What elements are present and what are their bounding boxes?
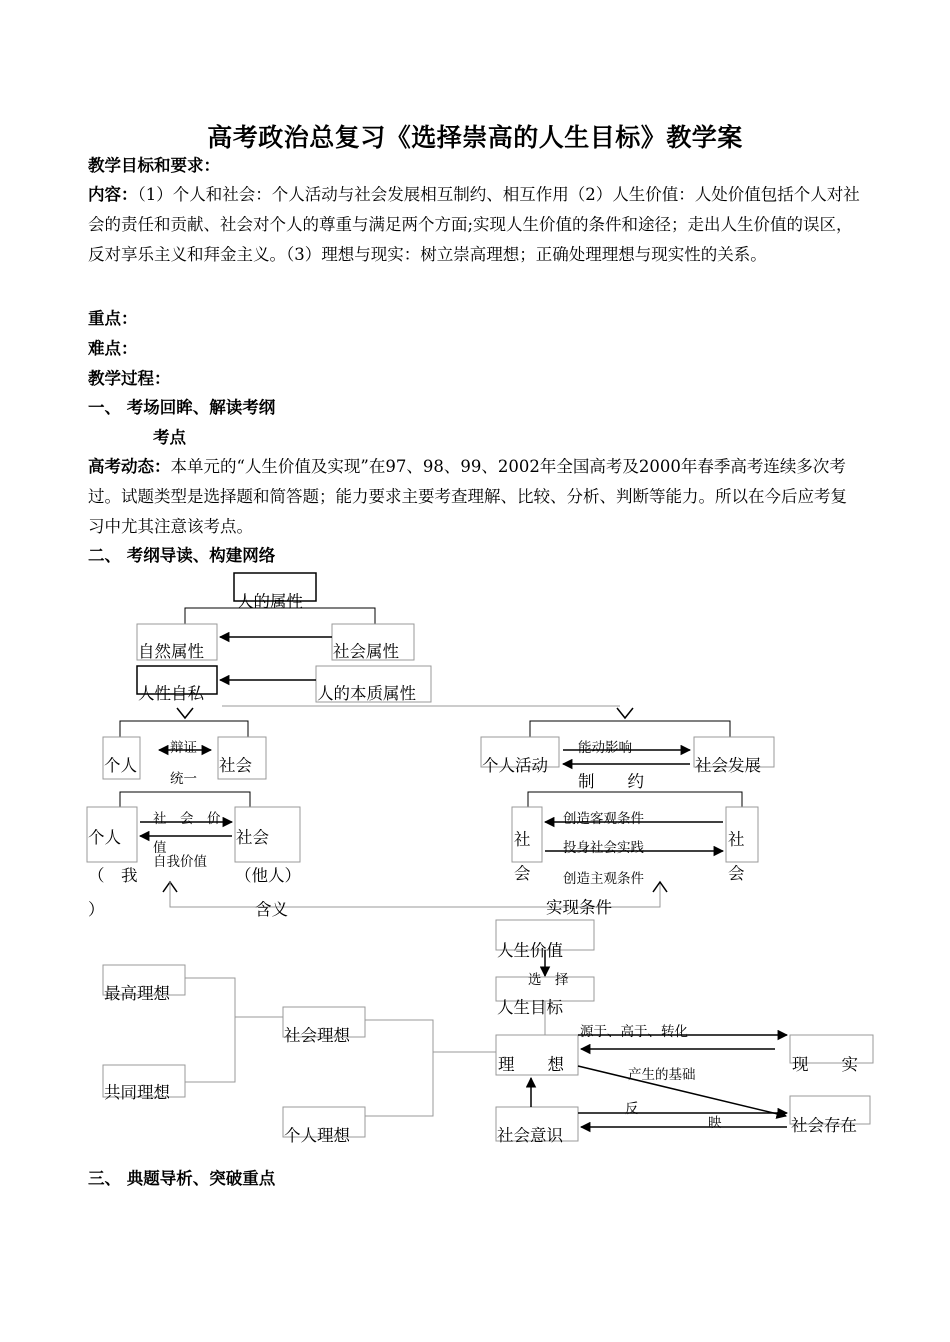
label-shehui-fazhan: 社会发展 <box>695 756 761 775</box>
label-rensheng-jiazhi: 人生价值 <box>497 941 563 960</box>
label-nengdong-yingxiang: 能动影响 <box>578 740 632 756</box>
label-wo-close: ） <box>88 900 105 919</box>
label-geren-huodong: 个人活动 <box>482 756 548 775</box>
label-geren-wo: 个人 <box>88 828 121 847</box>
label-she-right: 社 <box>728 830 745 849</box>
label-fan: 反 <box>625 1101 639 1117</box>
content-label: 内容： <box>88 185 138 204</box>
label-yuanyu: 源于、高于、转化 <box>580 1024 688 1040</box>
label-hanyi: 含义 <box>255 900 288 919</box>
label-chuangzao-zhuguan: 创造主观条件 <box>563 871 644 887</box>
section-2-heading: 二、 考纲导读、构建网络 <box>88 546 276 565</box>
label-shixian-tiaojian: 实现条件 <box>546 898 612 917</box>
label-xuanze: 选 择 <box>528 972 569 988</box>
key-points-label: 重点： <box>88 309 138 328</box>
label-shehui-cunzai: 社会存在 <box>791 1116 857 1135</box>
label-lixiang: 理 想 <box>498 1055 564 1074</box>
label-ziwo-jiazhi: 自我价值 <box>153 854 207 870</box>
content-text: （1）个人和社会：个人活动与社会发展相互制约、相互作用（2）人生价值：人处价值包括个人对社会的责任和贡献、社会对个人的尊重与满足两个方面;实现人生价值的条件和途径；走出人生价值的误区，反对享乐主义和拜金主义。（3）理想与现实：树立崇高理想；正确处理理想与现实性的关系。 <box>88 185 860 264</box>
label-shehui-1: 社会 <box>219 756 252 775</box>
bracket-right-1 <box>530 721 730 737</box>
bracket-shehui-geren <box>365 1020 433 1116</box>
label-taren: （他人） <box>235 866 301 885</box>
section-1-heading: 一、 考场回眸、解读考纲 <box>88 398 276 417</box>
dynamics-label: 高考动态： <box>88 457 171 476</box>
section-3-heading: 三、 典题导析、突破重点 <box>88 1169 276 1188</box>
chevron-right <box>617 708 633 718</box>
label-chuangzao-keguan: 创造客观条件 <box>563 811 644 827</box>
label-shehui-lixiang: 社会理想 <box>284 1026 350 1045</box>
goals-heading: 教学目标和要求： <box>88 156 220 175</box>
label-wo-paren: （ 我 <box>88 866 138 885</box>
kaodian-label: 考点 <box>153 428 186 447</box>
label-gongtong-lixiang: 共同理想 <box>104 1083 170 1102</box>
label-geren-1: 个人 <box>104 756 137 775</box>
process-label: 教学过程： <box>88 369 171 388</box>
label-xianshi: 现 实 <box>792 1055 858 1074</box>
label-hui-right: 会 <box>728 864 745 883</box>
label-ren-de-shuxing: 人的属性 <box>237 592 303 611</box>
label-ren-de-benzhi: 人的本质属性 <box>317 684 416 703</box>
dynamics-text: 本单元的“人生价值及实现”在97、98、99、2002年全国高考及2000年春季高考连续多次考过。试题类型是选择题和简答题；能力要求主要考查理解、比较、分析、判断等能力。所以在今后应考复习中尤其注意该考点。 <box>88 457 847 536</box>
label-ying: 映 <box>708 1115 722 1131</box>
bracket-right-2 <box>528 792 742 807</box>
bracket-left-1 <box>120 721 248 737</box>
label-zhiyue: 制 约 <box>578 772 644 791</box>
label-bianzheng: 辩证 <box>170 740 197 756</box>
label-shehui-jiazhi-b: 值 <box>153 840 167 856</box>
label-tongyi: 统一 <box>170 771 197 787</box>
label-shehui-taren: 社会 <box>236 828 269 847</box>
label-geren-lixiang: 个人理想 <box>284 1126 350 1145</box>
label-toushen-shijian: 投身社会实践 <box>563 840 644 856</box>
bracket-left-2 <box>120 792 250 807</box>
label-ziran-shuxing: 自然属性 <box>138 642 204 661</box>
label-shehui-shuxing: 社会属性 <box>333 642 399 661</box>
chevron-left <box>177 708 193 718</box>
label-hui-left: 会 <box>514 864 531 883</box>
page-title: 高考政治总复习《选择崇高的人生目标》教学案 <box>207 123 743 152</box>
bracket-zuigao-gongtong <box>185 978 235 1082</box>
label-rensheng-mubiao: 人生目标 <box>497 998 563 1017</box>
label-shehui-jiazhi-a: 社 会 价 <box>153 811 221 827</box>
difficulties-label: 难点： <box>88 339 138 358</box>
label-shehui-yishi: 社会意识 <box>497 1126 563 1145</box>
label-chansheng-jichu: 产生的基础 <box>628 1067 696 1083</box>
label-she-left: 社 <box>514 830 531 849</box>
label-renxing-zisi: 人性自私 <box>138 684 204 703</box>
label-zuigao-lixiang: 最高理想 <box>104 984 170 1003</box>
